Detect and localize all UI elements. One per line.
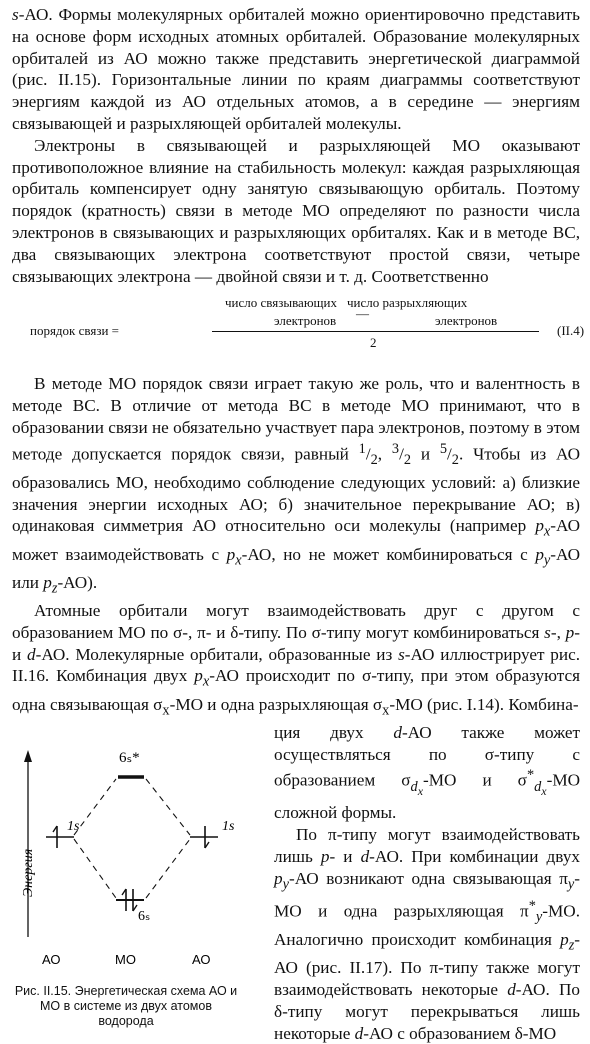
figure-energy-diagram xyxy=(12,722,252,1029)
formula-equation-number: (II.4) xyxy=(557,323,585,339)
formula-num-right-bottom: электронов xyxy=(435,313,498,329)
right-ao-label: 1s xyxy=(222,818,235,834)
energy-axis-label: Энергия xyxy=(21,848,36,897)
formula-num-left-top: число связывающих xyxy=(225,295,338,311)
paragraph-3: В методе МО порядок связи играет такую же роль, что и валентность в методе ВС. В отличие от метода ВС в методе МО принимают, что в образовании связи не обязательно участвует пара электронов, поэтому в этом методе допускается порядок связи, равный $^1/_2$, $^3/_2$ и $^5/_2$. Чтобы из АО образовались МО, необходимо соблюдение следующих условий: а) близкие значения энергии исходных АО; б) значительное перекрывание АО; в) одинаковая симметрия АО относительно оси молекулы (например $p_x-АО$ может взаимодействовать с $p_x-АО$, но не может комбинироваться с $p_y-АО$ или $p_z-АО$). xyxy=(12,374,580,597)
paragraph-5: По π-типу могут взаимодействовать лишь p- и d-АО. При комбинации двух $p_y-АО$ возникают одна связывающая $\pi_y-МО$ и одна разрыхляющая $\pi^*_y-МО$. Аналогично происходит комбинация $p_z-АО$ (рис. II.17). По π-типу также могут взаимодействовать некоторые d-АО. По δ-типу могут перекрываться лишь некоторые d-АО с образованием δ-МО xyxy=(274,825,581,1043)
lower-section xyxy=(12,722,580,1044)
energy-diagram-svg xyxy=(12,722,252,982)
right-column xyxy=(274,722,580,1044)
formula-denominator: 2 xyxy=(370,335,377,351)
figure-caption: Рис. II.15. Энергетическая схема АО и МО в системе из двух атомов водорода xyxy=(14,983,238,1028)
dash-left-up xyxy=(74,779,116,835)
formula-minus: — xyxy=(356,306,369,322)
antibonding-mo-label: 6ₛ* xyxy=(119,749,140,766)
formula-lhs: порядок связи = xyxy=(30,323,120,339)
x-label-ao-right: АО xyxy=(192,951,211,967)
formula-bond-order xyxy=(12,293,585,365)
dash-right-down xyxy=(146,839,190,898)
dash-left-down xyxy=(74,839,116,898)
left-ao-label: 1s xyxy=(67,818,80,834)
paragraph-1: s-АО. Формы молекулярных орбиталей можно ориентировочно представить на основе форм исходных атомных орбиталей. Образование молекулярных орбиталей из АО можно также представить энергетической диаграммой (рис. II.15). Горизонтальные линии по краям диаграммы соответствуют энергиям каждой из АО отдельных атомов, а в середине — энергиям связывающей и разрыхляющей орбиталей молекулы. xyxy=(12,5,580,133)
x-label-mo: МО xyxy=(115,951,136,967)
energy-axis-arrowhead xyxy=(24,750,32,762)
formula-num-left-bottom: электронов xyxy=(274,313,337,329)
dash-right-up xyxy=(146,779,190,835)
bonding-mo-label: 6ₛ xyxy=(138,908,151,924)
formula-num-right-top: число разрыхляющих xyxy=(347,295,468,311)
paragraph-4-continued: ция двух d-АО также может осуществляться по σ-типу с образованием $\sigma_{d_x}-МО$ и $\sigma^*_{d_x}-МО$ сложной формы. xyxy=(274,722,581,823)
paragraph-4: Атомные орбитали могут взаимодействовать друг с другом с образованием МО по σ-, π- и δ-типу. По σ-типу могут комбинироваться s-, p-и d-АО. Молекулярные орбитали, образованные из s-АО иллюстрирует рис. II.16. Комбинация двух $p_x-АО$ происходит по σ-типу, при этом образуются одна связывающая $\sigma_x-МО$ и одна разрыхляющая $\sigma_x-МО$ (рис. I.14). Комбина- xyxy=(12,601,581,719)
paragraph-2: Электроны в связывающей и разрыхляющей МО оказывают противоположное влияние на стабильность молекул: каждая разрыхляющая орбиталь компенсирует одну занятую связывающую орбиталь. Поэтому порядок (кратность) связи в методе МО определяют по разности числа электронов в связывающих и разрыхляющих орбиталях. Как и в методе ВС, два связывающих электрона соответствуют простой связи, четыре связывающих электрона — двойной связи и т. д. Соответственно xyxy=(12,135,580,286)
formula-fraction-bar xyxy=(212,331,539,332)
x-label-ao-left: АО xyxy=(42,951,61,967)
